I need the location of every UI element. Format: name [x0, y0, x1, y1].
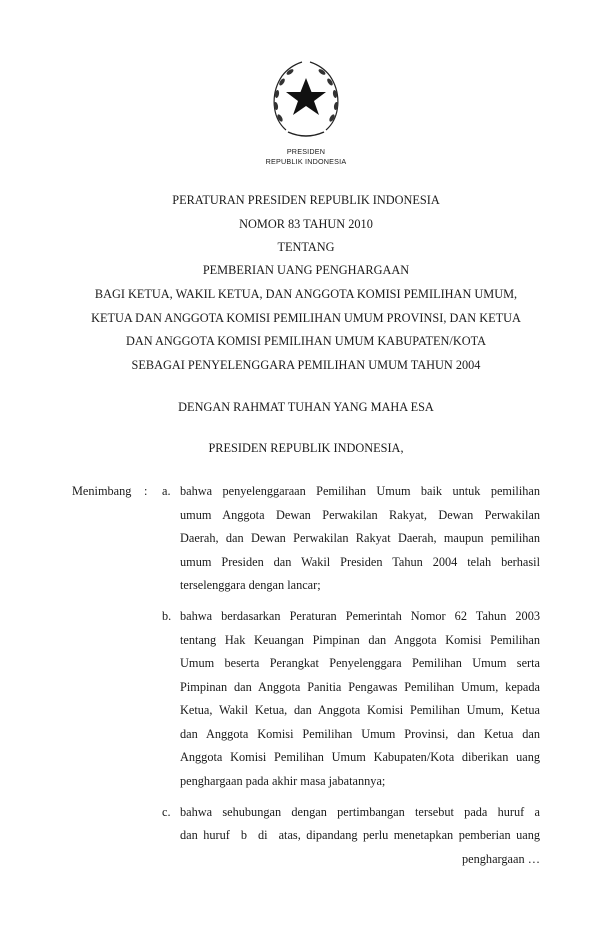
- item-line: bahwa berdasarkan Peraturan Pemerintah Nomor 62 Tahun 2003: [180, 609, 540, 623]
- item-marker: c.: [162, 805, 171, 819]
- title-line: DAN ANGGOTA KOMISI PEMILIHAN UMUM KABUPATEN/KOTA: [125, 334, 486, 348]
- item-line: terselenggara dengan lancar;: [180, 578, 321, 592]
- item-line: umum Anggota Dewan Perwakilan Rakyat, Dewan Perwakilan: [180, 508, 540, 522]
- item-line: tentang Hak Keuangan Pimpinan dan Anggota Komisi Pemilihan: [180, 633, 540, 647]
- title-line: KETUA DAN ANGGOTA KOMISI PEMILIHAN UMUM PROVINSI, DAN KETUA: [91, 311, 521, 325]
- item-line: dan Anggota Komisi Pemilihan Umum Provinsi, dan Ketua dan: [180, 727, 540, 741]
- title-line: PEMBERIAN UANG PENGHARGAAN: [202, 263, 410, 277]
- title-line: NOMOR 83 TAHUN 2010: [239, 217, 373, 231]
- item-line: Umum beserta Perangkat Penyelenggara Pemilihan Umum serta: [180, 656, 540, 670]
- item-marker: a.: [162, 484, 171, 498]
- item-line: dan huruf b di atas, dipandang perlu menetapkan pemberian uang: [180, 828, 540, 842]
- title-line: PERATURAN PRESIDEN REPUBLIK INDONESIA: [172, 193, 440, 207]
- item-line: Daerah, dan Dewan Perwakilan Rakyat Daerah, maupun pemilihan: [180, 531, 540, 545]
- seal-caption-republik: REPUBLIK INDONESIA: [265, 157, 347, 166]
- menimbang-colon: :: [144, 484, 148, 498]
- preamble: DENGAN RAHMAT TUHAN YANG MAHA ESA: [178, 400, 434, 414]
- title-line: TENTANG: [277, 240, 335, 254]
- item-line: Ketua, Wakil Ketua, dan Anggota Komisi Pemilihan Umum, Ketua: [180, 703, 540, 717]
- item-line: Anggota Komisi Pemilihan Umum Kabupaten/Kota diberikan uang: [180, 750, 540, 764]
- title-line: SEBAGAI PENYELENGGARA PEMILIHAN UMUM TAHUN 2004: [131, 358, 481, 372]
- item-line: bahwa sehubungan dengan pertimbangan tersebut pada huruf a: [180, 805, 540, 819]
- item-marker: b.: [162, 609, 172, 623]
- item-line: bahwa penyelenggaraan Pemilihan Umum baik untuk pemilihan: [180, 484, 540, 498]
- title-line: BAGI KETUA, WAKIL KETUA, DAN ANGGOTA KOMISI PEMILIHAN UMUM,: [94, 287, 518, 301]
- item-line: Pimpinan dan Anggota Panitia Pengawas Pemilihan Umum, kepada: [180, 680, 540, 694]
- item-line: penghargaan pada akhir masa jabatannya;: [180, 774, 386, 788]
- item-line: umum Presiden dan Wakil Presiden Tahun 2004 telah berhasil: [180, 555, 540, 569]
- menimbang-label: Menimbang: [72, 484, 132, 498]
- seal-caption-presiden: PRESIDEN: [286, 147, 326, 156]
- garuda-star-emblem: [268, 58, 344, 142]
- page-continuation: penghargaan …: [462, 852, 540, 866]
- issuer: PRESIDEN REPUBLIK INDONESIA,: [208, 441, 404, 455]
